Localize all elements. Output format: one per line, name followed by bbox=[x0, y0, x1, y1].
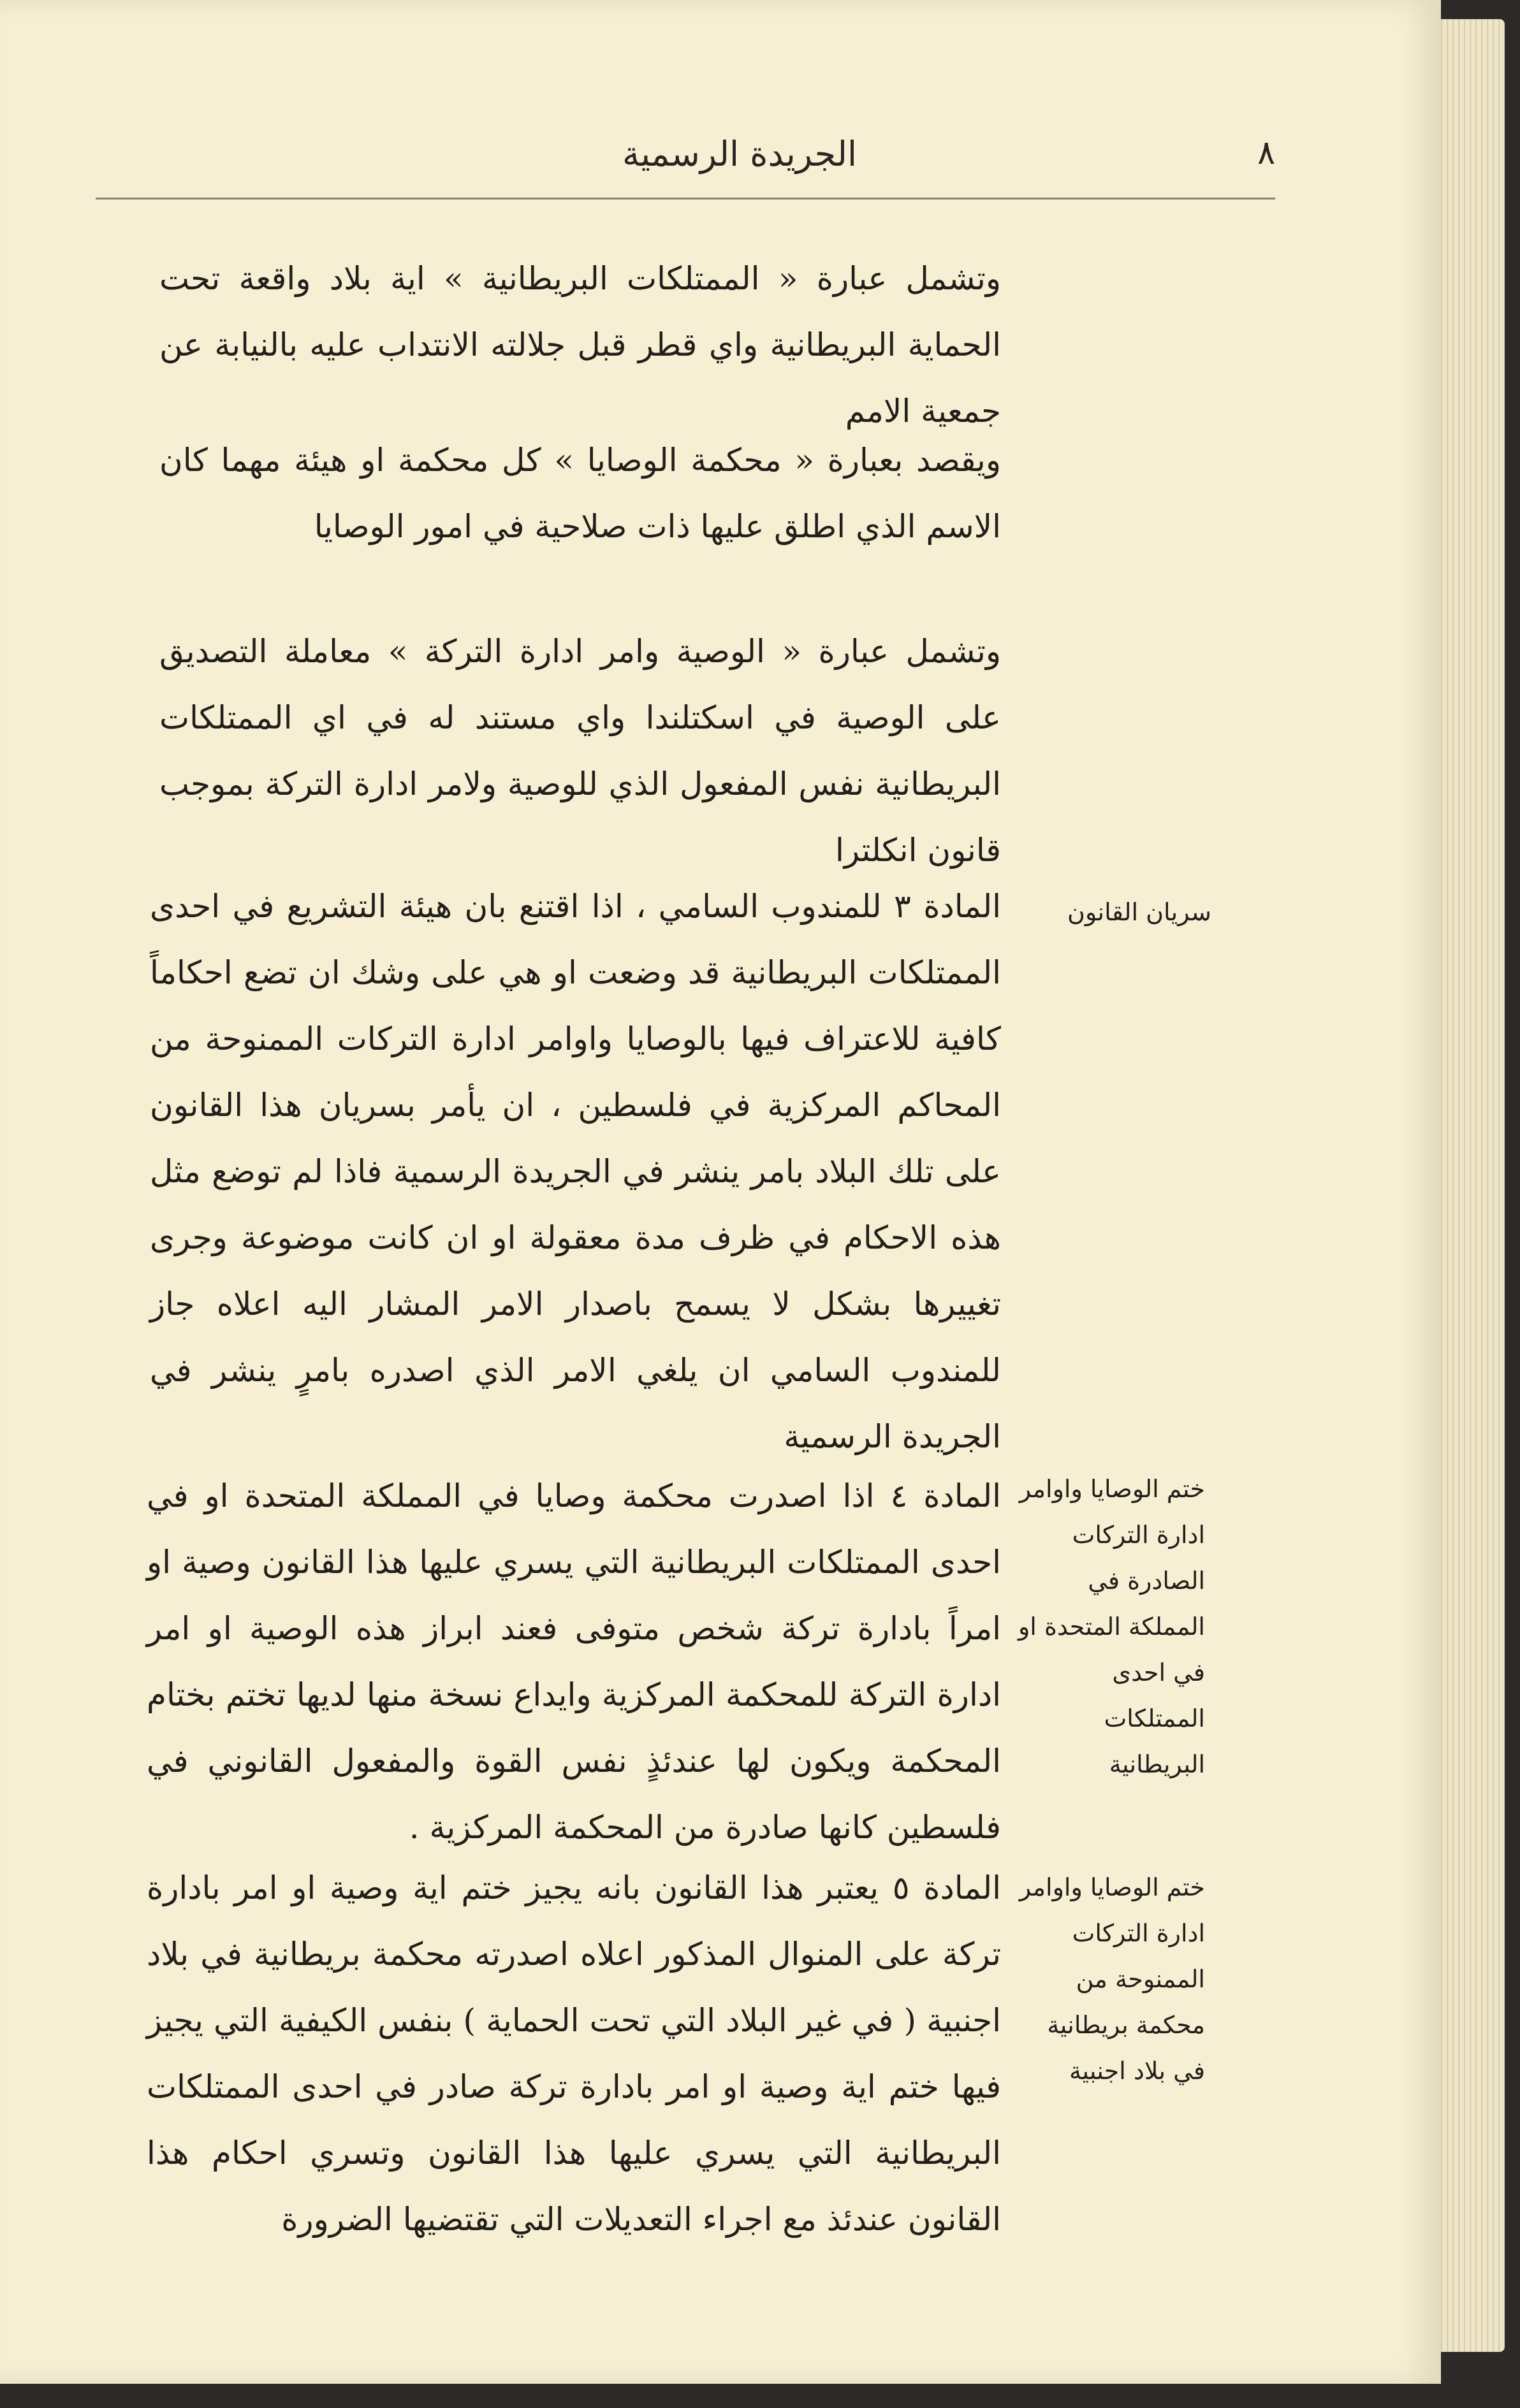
paragraph-article-5: المادة ٥ يعتبر هذا القانون بانه يجيز ختم اية وصية او امر بادارة تركة على المنوال المذكور اعلاه اصدرته محكمة بريطانية في بلاد اجنبية ( في غير البلاد التي تحت الحماية ) بنفس الكيفية التي يجيز فيها ختم اية وصية او امر بادارة تركة صادر في احدى الممتلكات البريطانية التي يسري عليها هذا القانون وتسري احكام هذا القانون عندئذ مع اجراء التعديلات التي تقتضيها الضرورة bbox=[147, 1869, 1001, 2238]
side-note-article-3: سريان القانون bbox=[1067, 898, 1211, 926]
page-number: ٨ bbox=[1257, 134, 1275, 172]
paragraph-definition-court-of-probate: ويقصد بعبارة « محكمة الوصايا » كل محكمة او هيئة مهما كان الاسم الذي اطلق عليها ذات صلاحية في امور الوصايا bbox=[159, 442, 1001, 545]
page-header bbox=[96, 121, 1275, 199]
paragraph-article-3: المادة ٣ للمندوب السامي ، اذا اقتنع بان هيئة التشريع في احدى الممتلكات البريطانية قد وضعت او هي على وشك ان تضع احكاماً كافية للاعتراف فيها بالوصايا واوامر ادارة التركات الممنوحة من المحاكم المركزية في فلسطين ، ان يأمر بسريان هذا القانون على تلك البلاد بامر ينشر في الجريدة الرسمية فاذا لم توضع مثل هذه الاحكام في ظرف مدة معقولة او ان كانت موضوعة وجرى تغييرها بشكل لا يسمح باصدار الامر المشار اليه اعلاه جاز للمندوب السامي ان يلغي الامر الذي اصدره بامرٍ ينشر في الجريدة الرسمية bbox=[150, 888, 1002, 1455]
paragraph-definition-probate: وتشمل عبارة « الوصية وامر ادارة التركة » معاملة التصديق على الوصية في اسكتلندا واي مستند له في اي الممتلكات البريطانية نفس المفعول الذي للوصية ولامر ادارة التركة بموجب قانون انكلترا bbox=[159, 633, 1001, 869]
paragraph-article-4: المادة ٤ اذا اصدرت محكمة وصايا في المملكة المتحدة او في احدى الممتلكات البريطانية التي يسري عليها هذا القانون وصية او امراً بادارة تركة شخص متوفى فعند ابراز هذه الوصية او امر ادارة التركة للمحكمة المركزية وايداع نسخة منها لديها تختم بختام المحكمة ويكون لها عندئذٍ نفس القوة والمفعول القانوني في فلسطين كانها صادرة من المحكمة المركزية . bbox=[147, 1477, 1001, 1846]
paragraph-definition-british-possessions: وتشمل عبارة « الممتلكات البريطانية » اية بلاد واقعة تحت الحماية البريطانية واي قطر قبل جلالته الانتداب عليه بالنيابة عن جمعية الامم bbox=[159, 260, 1001, 430]
side-note-article-5: ختم الوصايا واوامر ادارة التركات الممنوحة من محكمة بريطانية في بلاد اجنبية bbox=[1019, 1873, 1205, 2085]
side-note-article-4: ختم الوصايا واوامر ادارة التركات الصادرة في المملكة المتحدة او في احدى الممتلكات البريطانية bbox=[1018, 1475, 1205, 1778]
page-title: الجريدة الرسمية bbox=[622, 134, 857, 174]
